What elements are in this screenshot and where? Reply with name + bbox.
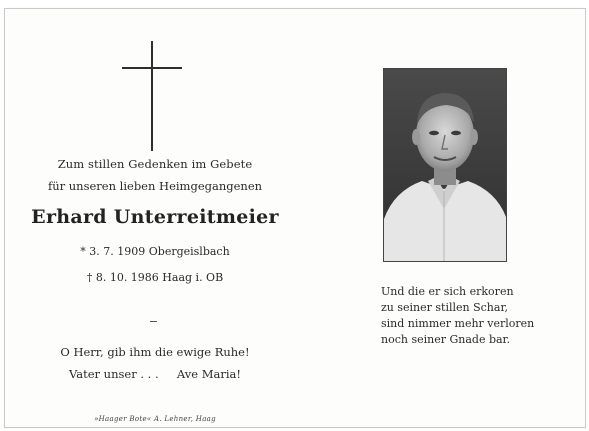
verse	[381, 284, 581, 348]
portrait-photo	[383, 68, 507, 262]
left-panel	[5, 9, 305, 427]
verse-line: sind nimmer mehr verloren	[381, 317, 535, 330]
right-panel	[305, 9, 585, 427]
prayer-line-2: Vater unser . . . Ave Maria!	[69, 367, 241, 381]
divider	[150, 321, 157, 322]
printer-imprint: »Haager Bote« A. Lehner, Haag	[94, 415, 216, 423]
verse-line: Und die er sich erkoren	[381, 285, 514, 298]
intro-line-1: Zum stillen Gedenken im Gebete	[57, 157, 253, 171]
verse-line: noch seiner Gnade bar.	[381, 333, 511, 346]
memorial-card	[4, 8, 586, 428]
deceased-name: Erhard Unterreitmeier	[31, 206, 279, 228]
birth-date: * 3. 7. 1909 Obergeislbach	[80, 245, 230, 258]
prayer-line-1: O Herr, gib ihm die ewige Ruhe!	[60, 345, 250, 359]
verse-line: zu seiner stillen Schar,	[381, 301, 508, 314]
death-date: † 8. 10. 1986 Haag i. OB	[86, 271, 224, 284]
intro-line-2: für unseren lieben Heimgegangenen	[47, 179, 263, 193]
